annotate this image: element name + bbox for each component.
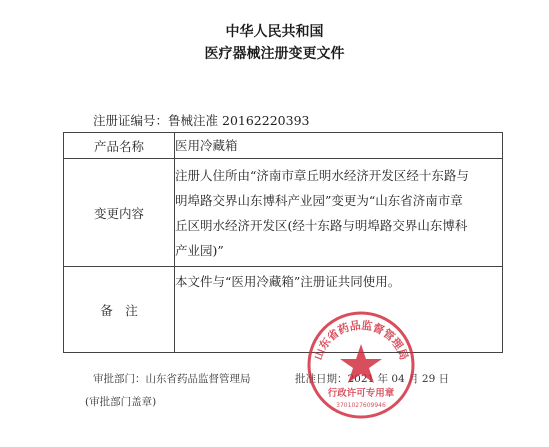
registration-value: 鲁械注准 20162220393 [168,113,310,128]
approval-date-value: 2021 年 04 月 29 日 [347,373,450,385]
change-line: 明埠路交界山东博科产业园”变更为“山东省济南市章 [175,192,463,208]
table-row-changes [64,159,503,267]
registration-number [93,111,309,129]
remarks-value: 本文件与“医用冷藏箱”注册证共同使用。 [175,267,503,353]
approving-department [93,371,251,386]
change-content-value [175,159,503,267]
approval-date-label: 批准日期： [295,373,348,385]
change-line: 丘区明水经济开发区(经十东路与明埠路交界山东博科 [175,217,468,233]
seal-center-text: 行政许可专用章 [327,388,395,399]
change-line: 注册人住所由“济南市章丘明水经济开发区经十东路与 [175,167,469,183]
remarks-label: 备 注 [64,267,175,353]
product-name-value: 医用冷藏箱 [175,133,503,159]
approver-label: 审批部门： [93,373,146,385]
table-row-remarks [64,267,503,353]
table-row-product [64,133,503,159]
change-table [63,132,503,353]
seal-ring-text: 山东省药品监督管理局 [311,318,411,362]
document-title-line2: 医疗器械注册变更文件 [204,46,345,62]
seal-code-text: 3701027609946 [336,402,386,409]
document-title-line1: 中华人民共和国 [225,24,324,40]
seal-note: (审批部门盖章) [85,396,157,408]
change-line: 产业园)” [175,242,224,258]
registration-label: 注册证编号： [93,113,169,128]
product-name-label: 产品名称 [64,133,175,159]
change-content-label: 变更内容 [64,159,175,267]
approver-value: 山东省药品监督管理局 [145,373,251,385]
official-seal-stamp [306,310,416,420]
